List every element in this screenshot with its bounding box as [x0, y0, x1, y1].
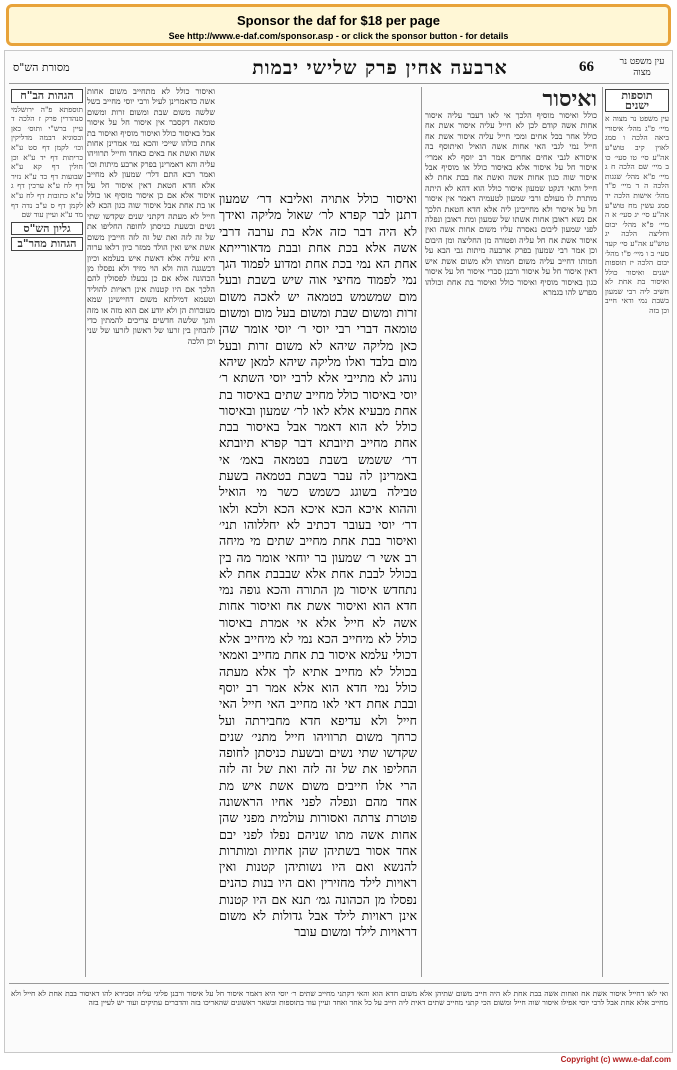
rashi-column [425, 87, 597, 977]
masoret-column [11, 87, 83, 977]
left-margin-rule [85, 87, 86, 977]
tosafot-yeshanim-heading: תוספות ישנים [605, 89, 669, 112]
lead-word: ואיסור [542, 86, 597, 112]
ein-mishpat-label: עין משפט נר מצוה [619, 57, 665, 78]
hagahot-maharab-heading: הגהות מהר"ב [11, 237, 83, 251]
talmud-page [4, 50, 673, 1053]
copyright-notice[interactable]: Copyright (c) www.e-daf.com [560, 1055, 671, 1064]
masoret-hashas-label: מסורת הש"ס [13, 61, 70, 74]
hagahot-bach-heading: הגהות הב"ח [11, 89, 83, 103]
sponsor-subtitle[interactable]: See http://www.e-daf.com/sponsor.asp - or click the sponsor button - for details [168, 31, 509, 41]
ein-mishpat-column [605, 87, 669, 977]
page-number: 66 [579, 59, 594, 75]
running-title: ארבעה אחין פרק שלישי יבמות [252, 57, 508, 79]
rashi-text: כולל ואיסור מוסיף הלכך אי לאו דעבר עליה איסור אחות אשה קודם לכן לא חייל עליה איסור אשת אח כולל אחר בכל אחים ומכי חייל עליה איסור אשת אח חייל נמי לגבי האי אחות אשה הואיל ואיתוסף בה איסורא לגבי אחים אחרים אמר רב יוסף לא אמרי׳ איסור חל על איסור אלא באיסור כולל או מוסיף אבל איסור שוה כגון אחות אשה ואשת אח בבת אחת לא חייל והאי דנקט שמעון איסור כולל הוא דהא לא היתה מותרת לו מעולם ורבי שמעון לטעמיה דאמר אין איסור חל על איסור ולא מחייבינן ליה אלא חדא חטאת הלכך אם נשא ראובן אחות אשתו של שמעון ומת ראובן ונפלה לפני שמעון ליבום נאסרה עליו משום אחות אשה ואין איסור אשת אח חל עליה ופטורה מן החליצה ומן היבום וכן אמר רבי שמעון בפרק ארבעה מיתות גבי הבא על חמותו דחייב עליה משום חמותו ולא משום אשת איש דאין איסור חל על איסור ורבנן סברי איסור חל על איסור כגון באיסור מוסיף ואיסור כולל ואיסור בת אחת וכולהו מפרש להו בגמרא [425, 111, 597, 297]
sponsor-banner[interactable] [6, 4, 671, 46]
ein-mishpat-text: עין משפט נר מצוה א מיי׳ פ"ג מהל׳ איסורי ביאה הלכה ו סמג לאוין קיב טוש"ע אה"ע סי׳ טו סעי׳ כו ב מיי׳ שם הלכה ח ג מיי׳ פ"א מהל׳ שגגות הלכה ה ד מיי׳ פ"ד מהל׳ אישות הלכה יד סמג עשין מח טוש"ע אה"ע סי׳ יג סעי׳ א ה מיי׳ פ"א מהל׳ יבום וחליצה הלכה יג טוש"ע אה"ע סי׳ קעד סעי׳ ב ו מיי׳ פ"ו מהל׳ יבום הלכה יז תוספות ישנים ואיסור כולל ואיסור בת אחת לא חשיב ליה רבי שמעון בשבת נמי ודאי חייב וכן בזה [605, 114, 669, 316]
masoret-text: תוספתא פ"ה ירושלמי סנהדרין פרק ז הלכה ד עיין ברש"י ותוס׳ כאן ובסוגיא דבמה מדליקין וכו׳ לקמן דף סט ע"א כריתות דף יד ע"א וכן חולין דף קא ע"א שבועות דף כד ע"א נזיר דף לח ע"א ערכין דף ג ע"א כתובות דף לח ע"א לקמן דף ס ע"ב נדה דף מד ע"א ועיין עוד שם [11, 104, 83, 220]
gemara-text: ואיסור כולל אתויה ואליבא דר׳ שמעון דתנן לבר קפרא לר׳ שאול מליקה ואידך לא היה דבר כזה אלא בת ערבה דרבי אשה אלא בכת אחת ובבת מדאורייתא אחת הא נמי בכת אחת ומדוע לפמוד הגך נמי לפמוד מחיצי אוה שיש בשבת ובעל מום שמשמש בטמאה יש לאכה משום זרות ומשום שבת ומשום בעל מום ומשום טומאה דברי רבי יוסי ר׳ יוסי אומר שהן כאן מליקה שיהא לא משום זרות ובעל מום בלבד ואלו מליקה שיהא למאן שיהא נוהג לא מתייבי אלא לרבי יוסי השתא ר׳ יוסי באיסור כולל מחייב שתים באיסור בת אחת מבעיא אלא לאו לר׳ שמעון ובאיסור כולל לא הוא דאמר אבל באיסור בבת אחת מחייב תיובתא דבר קפרא תיובתא דר׳ ששמש בשבת בטמאה באמ׳ אי באמרינן לה עבר בשבת בטמאה בשעת טבילה בשוגג כשמש כשר מי הואיל וההוא איכא הכא איכא הכא ולכא ולאו דר׳ יוסי בעובר דכתיב לא יחללוהו תני׳ ואיסור בבת אחת מחייב שתים מי מיחה רב אשי ר׳ שמעון בר יוחאי אומר מה בין בכולל לבבת אחת אלא שבבבת אחת לא נתחדש איסור מן התורה והכא גופה נמי חדא הוא ואיסור אשת אח ואיסור אחות אשה לא חייל אלא אי אמרת באיסור כולל לא מיחייב הכא נמי לא מיחייב אלא דכולי עלמא איסור בת אחת מחייב ואמאי בכולל לא מחייב אתיא לך אלא מעתה כולל נמי חדא הוא אלא אמר רב יוסף ובבת אחת דאי לאו מחייב האי חייל האי חייל ולא עדיפא חדא מחבירתה ועל כרחך משום תרוויהו חייל מתני׳ שנים שקדשו שתי נשים ובשעת כניסתן לחופה החליפו את של זה לזה ואת של זה לזה הרי אלו חייבים משום אשת איש מת אחד מהם ונפלה לפני אחיו הראשונה פוטרת צרתה ואסורות עולמית מפני שהן אחות אשה מתו שניהם נפלו לפני יבם אחד אסור בשתיהן שהן אחיות ומותרות להנשא ואם היו נשותיהן קטנות ואין ראויות לילד מחזירין ואם היו בנות כהנים נפסלו מן הכהונה גמ׳ תנא אם היו קטנות אינן ראויות לילד אבל גדולות לא משום דראויות לילד ומשום עובר [219, 191, 417, 940]
footer-commentary: ואי לאו דחייל איסור אשת אח ואחות אשה בבת אחת לא היה חייב משום שתיהן אלא משום חדא הוא והאי דקתני מחייב שתים ר׳ יוסי היא דאמר איסור חל על איסור ורבנן פליגי עליה וסבירא להו דאיסור בבת אחת לא חייל ולא מחייב אלא אחת אבל לרבי יוסי אפילו איסור שוה חייל ומשום הכי קתני מחייב שתים דאית ליה חייב על כל אחד ואחד ועיין עוד בתוספות ובשאר ראשונים שהאריכו בזה והדברים עתיקים ועוד יש לעיין בזה [11, 989, 668, 1008]
right-margin-rule [602, 87, 603, 977]
footer-rule [9, 983, 669, 984]
sponsor-title[interactable]: Sponsor the daf for $18 per page [237, 13, 440, 28]
tosafot-column [87, 87, 215, 977]
header-rule [9, 83, 669, 84]
gemara-column [219, 191, 417, 940]
rashi-rule [421, 87, 422, 977]
gilyon-hashas-heading: גליון הש"ס [11, 222, 83, 236]
tosafot-text: ואיסור כולל לא מתחייב משום אחות אשה כדאמרינן לעיל ורבי יוסי מחייב בשל שלשה משום שבת ומשום זרות ומשום טומאה דקסבר אין איסור חל על איסור אבל באיסור כולל ואיסור מוסיף ואיסור בת אחת כולהו שייכי והכא נמי אמרינן אחות אשה ואשת אח באים כאחד וחייל תרוויהו עליה והא דאמרינן בפרק ארבע מיתות וכו׳ ואמר רבא התם דלר׳ שמעון לא מחייב אלא חדא חטאת דאין איסור חל על איסור אלא אם כן איסור מוסיף או כולל או בת אחת אבל איסור שוה כגון הכא לא חייל לא מעתה דקתני שנים שקדשו שתי נשים ובשעת כניסתן לחופה החליפו את של זה לזה ואת של זה לזה חייבין משום אשת איש ואין הולד ממזר כיון דלאו ערוה היא עליה אלא דאשת איש בעלמא וכיון דבשגגה הוה ולא הוי מזיד ולא נפסלו מן הכהונה אלא אם כן נבעלו לפסולין להם הלכך אם היו קטנות אינן ראויות להוליד וטעמא דמילתא משום דחיישינן שמא מעוברות הן ולא יודע אם הוא מזה או מזה והנך שלשה חדשים צריכים להמתין כדי להבחין בין זרעו של ראשון לזרעו של שני וכן הלכה [87, 87, 215, 346]
